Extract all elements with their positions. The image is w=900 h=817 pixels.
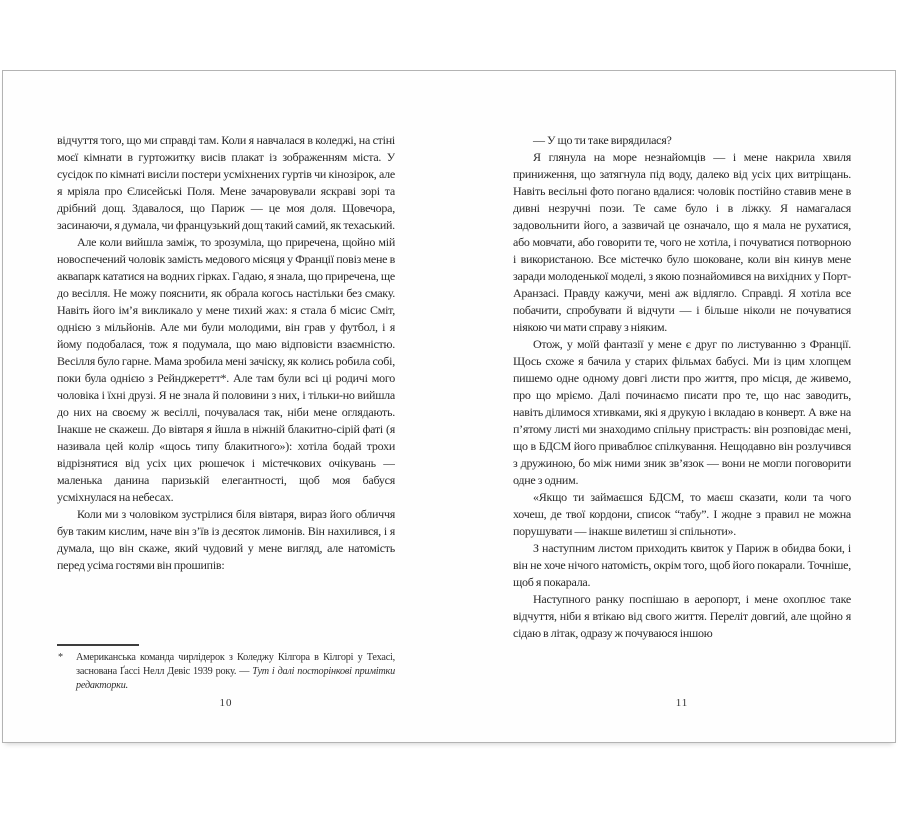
left-page xyxy=(57,132,395,640)
footnote xyxy=(57,644,395,693)
paragraph: Отож, у моїй фантазії у мене є друг по листуванню з Франції. Щось схоже я бачила у старих фільмах бабусі. Ми із цим хлопцем пишемо одне одному довгі листи про життя, про місця, де живемо, про що мріємо. Далі починаємо писати про те, що нас заводить, навіть ділимося хтивками, які я друкую і вкладаю в конверт. А вже на п’ятому листі ми знаходимо спільну пристрасть: він розповідає мені, що в БДСМ його приваблює спілкування. Нещодавно він розлучився з дружиною, бо між ними зник зв’язок — вони не могли поговорити одне з одним. xyxy=(513,337,851,487)
footnote-marker: * xyxy=(58,652,63,663)
paragraph: Але коли вийшла заміж, то зрозуміла, що приречена, щойно мій новоспечений чоловік замість медового місяця у Франції повіз мене в аквапарк кататися на водних гірках. Гадаю, я знала, що приречена, ще до весілля. Не можу пояснити, як обрала когось настільки без смаку. Навіть його ім’я викликало у мене тихий жах: я стала б місис Сміт, однією з мільйонів. Але ми були молодими, він грав у футбол, і я йому подобалася, тож я подумала, що маю відповісти взаємністю. Весілля було гарне. Мама зробила мені зачіску, як колись робила собі, поки була однією з Рейнджеретт*. Але там були всі ці родичі мого чоловіка і їхні друзі. Я не знала й половини з них, і тільки-но вийшла до них на своєму ж весіллі, почувалася так, ніби мене оглядають. Інакше не скажеш. До вівтаря я йшла в ніжній блакитно-сірій фаті (я називала цей колір «щось типу блакитного»): хотіла бодай трохи відрізнятися від усіх цих рюшечок і містечкових очікувань — маленька данина паризькій елегантності, щоб моя бабуся усміхнулася на небесах. xyxy=(57,235,395,504)
page-number-right: 11 xyxy=(675,697,689,709)
footnote-italic-text: Тут і далі посторінкові примітки редакторки. xyxy=(76,666,395,691)
paragraph-quote: «Якщо ти займаєшся БДСМ, то маєш сказати, коли та чого хочеш, де твої кордони, список “табу”. І жодне з правил не можна порушувати — інакше вилетиш зі спільноти». xyxy=(513,490,851,538)
paragraph: відчуття того, що ми справді там. Коли я навчалася в коледжі, на стіні моєї кімнати в гуртожитку висів плакат із зображенням міста. У сусідок по кімнаті висіли постери усміхнених гуртів чи кінозірок, але я мріяла про Єлисейські Поля. Мене зачаровували яскраві зорі та дрібний дощ. Здавалося, що Париж — це моя доля. Щовечора, засинаючи, я думала, чи французький дощ такий самий, як техаський. xyxy=(57,133,395,232)
book-spread xyxy=(2,70,896,743)
paragraph: З наступним листом приходить квиток у Париж в обидва боки, і він не хоче нічого натомість, окрім того, щоб його покарали. Точніше, щоб я покарала. xyxy=(513,541,851,589)
footnote-regular-text: Американська команда чирлідерок з Коледжу Кілгора в Кілгорі у Техасі, заснована Ґассі Нелл Девіс 1939 року. — xyxy=(76,652,395,677)
footnote-text xyxy=(57,651,395,693)
paragraph: Наступного ранку поспішаю в аеропорт, і мене охоплює таке відчуття, ніби я втікаю від свого життя. Переліт довгий, але щойно я сідаю в літак, одразу ж почуваюся іншою xyxy=(513,592,851,640)
right-page xyxy=(513,132,851,710)
page-number-left: 10 xyxy=(219,697,233,709)
paragraph: Я глянула на море незнайомців — і мене накрила хвиля приниження, що затягнула під воду, далеко від усіх цих витріщань. Навіть весільні фото погано вдалися: чоловік постійно ставив мене в дивні незручні пози. Те саме було і в ліжку. Я намагалася задовольнити його, а зазвичай це означало, що я мала не рухатися, або мовчати, або говорити те, чого не хотіла, і почуватися потворною і використаною. Все містечко було шоковане, коли він кинув мене заради молоденької моделі, з якою познайомився на вихідних у Порт-Аранзасі. Правду кажучи, мені аж відлягло. Справді. Я хотіла все побачити, спробувати й відчути — і більше ніколи не почуватися ніякою чи мати справу з ніяким. xyxy=(513,150,851,334)
paragraph: Коли ми з чоловіком зустрілися біля вівтаря, вираз його обличчя був таким кислим, наче він з’їв із десяток лимонів. Він нахилився, і я думала, що він скаже, який чудовий у мене вигляд, але натомість перед усіма гостями він прошипів: xyxy=(57,507,395,572)
footnote-separator xyxy=(57,644,139,646)
paragraph-dialogue: — У що ти таке вирядилася? xyxy=(533,133,672,147)
